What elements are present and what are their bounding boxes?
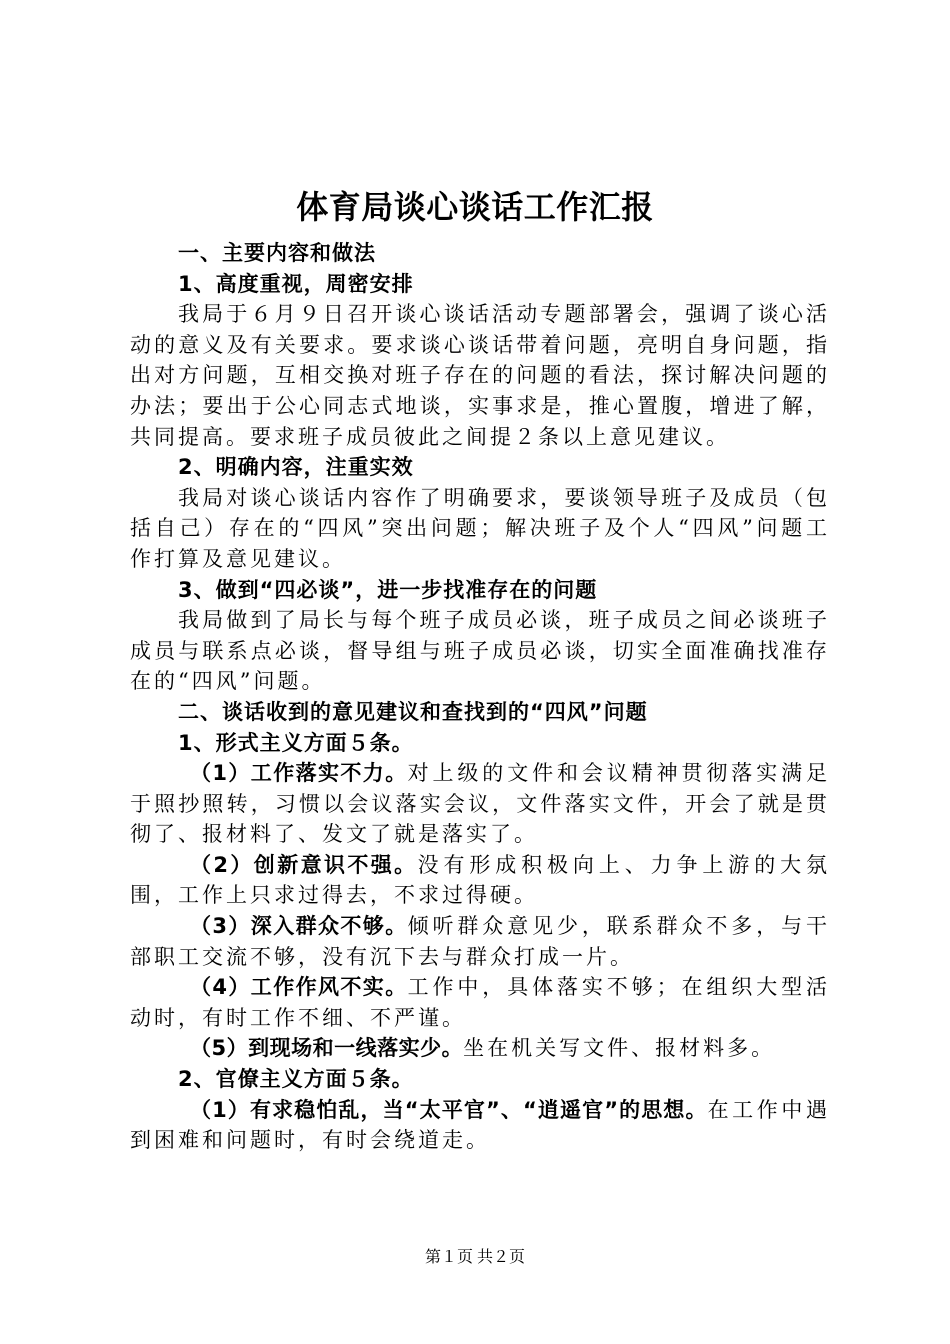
problem-text: 坐在机关写文件、报材料多。 (463, 1036, 776, 1061)
page-footer: 第１页 共２页 (424, 1249, 525, 1266)
section2-heading: 二、谈话收到的意见建议和查找到的“四风”问题 (178, 699, 648, 724)
section1-item1-text: 我局于６月９日召开谈心谈话活动专题部署会，强调了谈心活动的意义及有关要求。要求谈心谈话带着问题，亮明自身问题，指出对方问题，互相交换对班子存在的问题的看法，探讨解决问题的办法；要出于公心同志式地谈，实事求是，推心置腹，增进了解，共同提高。要求班子成员彼此之间提２条以上意见建议。 (130, 302, 830, 449)
problem-label: （5）到现场和一线落实少。 (190, 1036, 464, 1061)
section2-sub1-heading: 1、形式主义方面５条。 (178, 730, 414, 755)
section1-item2-heading: 2、明确内容，注重实效 (178, 455, 414, 480)
section1-item3-heading: 3、做到“四必谈”，进一步找准存在的问题 (178, 577, 598, 602)
problem-item (130, 1033, 830, 1064)
section1-item2-text: 我局对谈心谈话内容作了明确要求，要谈领导班子及成员（包括自己）存在的“四风”突出问题；解决班子及个人“四风”问题工作打算及意见建议。 (130, 485, 830, 571)
problem-label: （1）工作落实不力。 (190, 761, 408, 786)
document-title: 体育局谈心谈话工作汇报 (296, 188, 654, 226)
section1-item1-heading: 1、高度重视，周密安排 (178, 271, 414, 296)
problem-item (130, 850, 830, 911)
problem-label: （2）创新意识不强。 (190, 852, 418, 877)
problem-text: 工作中，具体落实不够；在组织大型活动时，有时工作不细、不严谨。 (130, 975, 830, 1030)
section2-sub2-heading: 2、官僚主义方面５条。 (178, 1067, 414, 1092)
problem-label: （4）工作作风不实。 (190, 975, 408, 1000)
problem-item (130, 758, 830, 850)
problem-text: 在工作中遇到困难和问题时，有时会绕道走。 (130, 1097, 830, 1153)
problem-item (130, 1095, 830, 1156)
problem-text: 倾听群众意见少，联系群众不多，与干部职工交流不够，没有沉下去与群众打成一片。 (130, 914, 830, 969)
problem-label: （1）有求稳怕乱，当“太平官”、“逍遥官”的思想。 (190, 1097, 708, 1122)
problem-item (130, 972, 830, 1033)
section1-heading: 一、主要内容和做法 (178, 241, 376, 265)
problem-label: （3）深入群众不够。 (190, 914, 408, 939)
problem-item (130, 911, 830, 972)
document-body (130, 238, 830, 1156)
section1-item3-text: 我局做到了局长与每个班子成员必谈，班子成员之间必谈班子成员与联系点必谈，督导组与班子成员必谈，切实全面准确找准存在的“四风”问题。 (130, 608, 830, 694)
problem-text: 对上级的文件和会议精神贯彻落实满足于照抄照转，习惯以会议落实会议，文件落实文件，开会了就是贯彻了、报材料了、发文了就是落实了。 (130, 761, 830, 847)
problem-text: 没有形成积极向上、力争上游的大氛围，工作上只求过得去，不求过得硬。 (130, 852, 830, 908)
